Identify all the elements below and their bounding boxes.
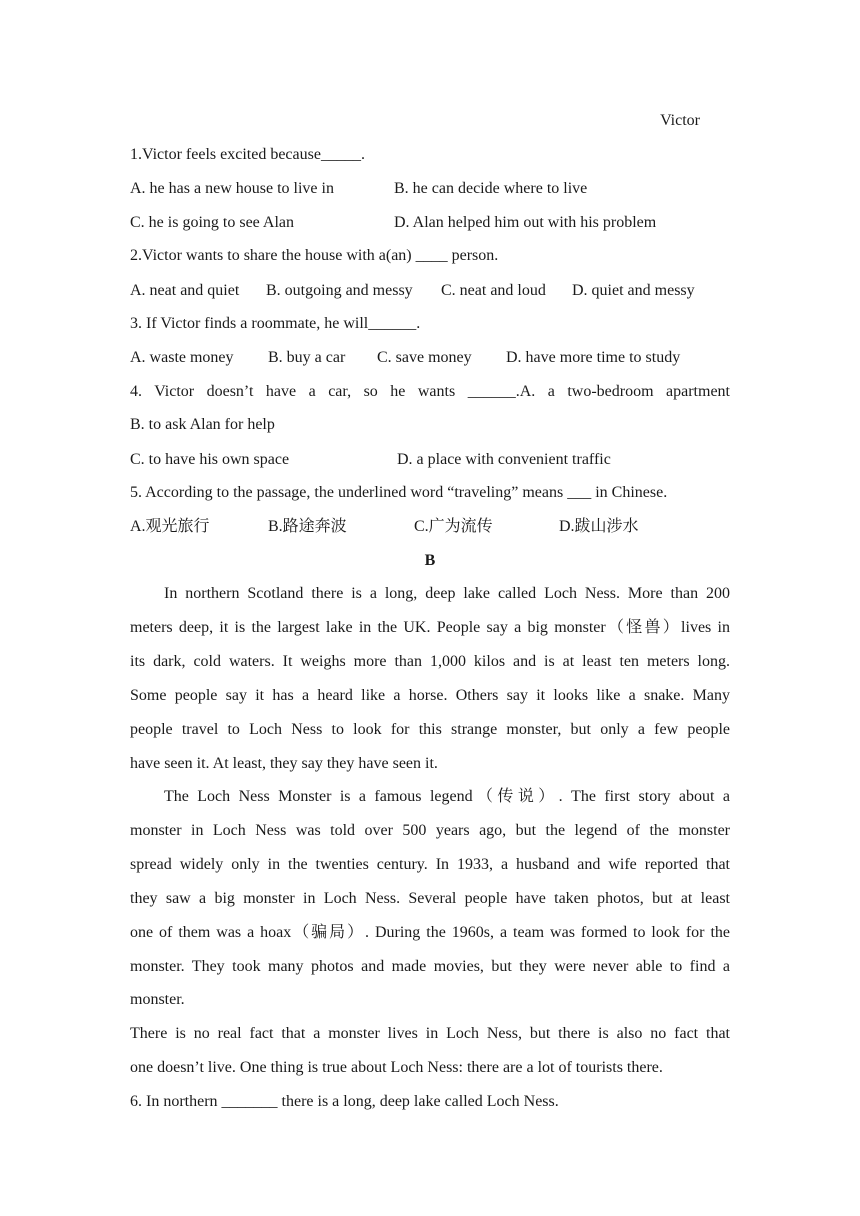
paragraph-1-line: meters deep, it is the largest lake in the UK. People say a big monster（怪兽）lives in [130,619,730,636]
paragraph-2-line: spread widely only in the twenties century. In 1933, a husband and wife reported that [130,856,730,873]
paragraph-1-line: its dark, cold waters. It weighs more than 1,000 kilos and is at least ten meters long. [130,653,730,670]
paragraph-2-line: monster. [130,991,185,1008]
paragraph-2-line: The Loch Ness Monster is a famous legend（传说）. The first story about a [164,788,730,805]
paragraph-1-line: In northern Scotland there is a long, deep lake called Loch Ness. More than 200 [164,585,730,602]
question-1-stem: 1.Victor feels excited because_____. [130,146,365,163]
question-3-stem: 3. If Victor finds a roommate, he will______. [130,315,421,332]
q3-option-d: D. have more time to study [506,349,681,366]
q4-option-d: D. a place with convenient traffic [397,451,611,468]
q4-option-c: C. to have his own space [130,451,290,468]
paragraph-3-line: one doesn’t live. One thing is true about Loch Ness: there are a lot of tourists there. [130,1059,663,1076]
q2-option-a: A. neat and quiet [130,282,240,299]
question-6-stem: 6. In northern _______ there is a long, deep lake called Loch Ness. [130,1093,559,1110]
section-b-heading: B [424,552,436,569]
paragraph-3-line: There is no real fact that a monster lives in Loch Ness, but there is also no fact that [130,1025,730,1042]
paragraph-1-line: people travel to Loch Ness to look for this strange monster, but only a few people [130,721,730,738]
q2-option-c: C. neat and loud [441,282,546,299]
q5-option-d: D.跋山涉水 [559,518,639,535]
q1-option-a: A. he has a new house to live in [130,180,334,197]
question-2-stem: 2.Victor wants to share the house with a(an) ____ person. [130,247,499,264]
q5-option-c: C.广为流传 [414,518,493,535]
question-5-stem: 5. According to the passage, the underlined word “traveling” means ___ in Chinese. [130,484,668,501]
paragraph-1-line: have seen it. At least, they say they have seen it. [130,755,438,772]
paragraph-2-line: monster. They took many photos and made movies, but they were never able to find a [130,958,730,975]
paragraph-2-line: monster in Loch Ness was told over 500 years ago, but the legend of the monster [130,822,730,839]
q2-option-d: D. quiet and messy [572,282,695,299]
q4-option-b: B. to ask Alan for help [130,416,275,433]
q1-option-c: C. he is going to see Alan [130,214,294,231]
q3-option-b: B. buy a car [268,349,346,366]
question-4-stem: 4. Victor doesn’t have a car, so he wants ______.A. a two-bedroom apartment [130,383,730,400]
paragraph-1-line: Some people say it has a heard like a horse. Others say it looks like a snake. Many [130,687,730,704]
q5-option-a: A.观光旅行 [130,518,210,535]
paragraph-2-line: one of them was a hoax（骗局）. During the 1960s, a team was formed to look for the [130,924,730,941]
q5-option-b: B.路途奔波 [268,518,347,535]
paragraph-2-line: they saw a big monster in Loch Ness. Several people have taken photos, but at least [130,890,730,907]
signature: Victor [660,112,700,129]
q1-option-b: B. he can decide where to live [394,180,588,197]
q3-option-c: C. save money [377,349,472,366]
q1-option-d: D. Alan helped him out with his problem [394,214,657,231]
q3-option-a: A. waste money [130,349,234,366]
q2-option-b: B. outgoing and messy [266,282,413,299]
